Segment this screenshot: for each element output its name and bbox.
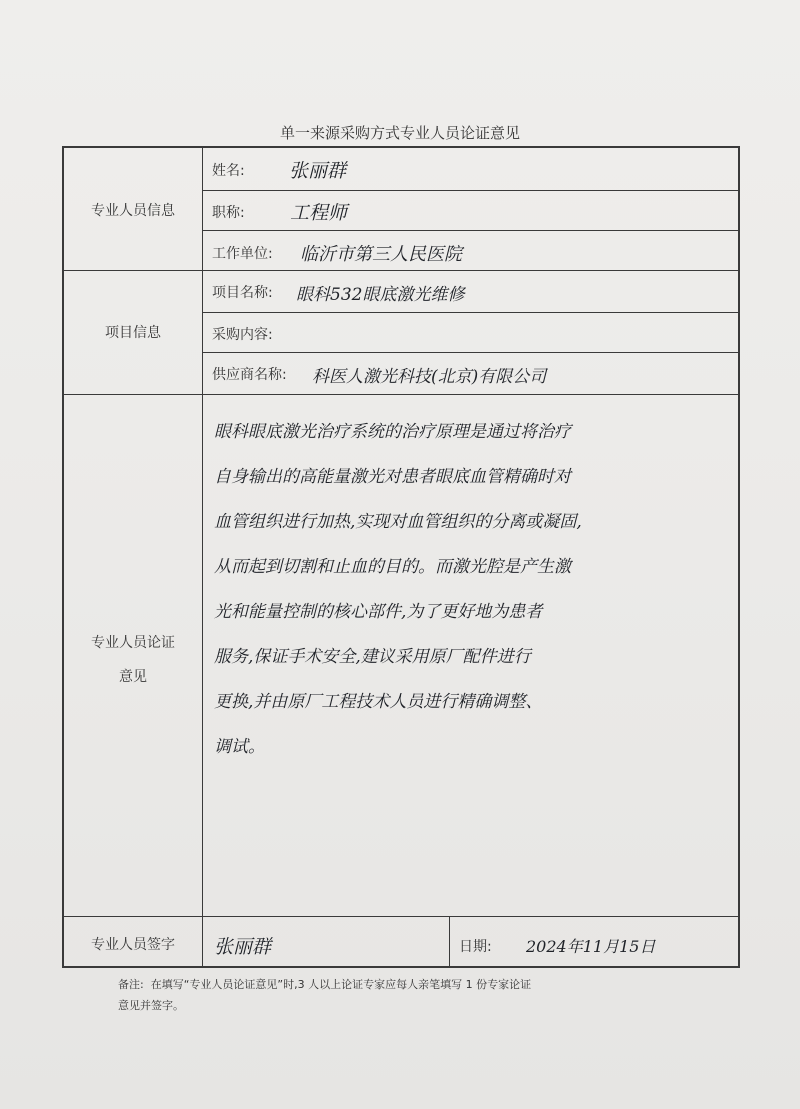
project-value: 眼科532眼底激光维修	[296, 285, 465, 305]
form-table	[62, 146, 740, 968]
name-value: 张丽群	[289, 160, 347, 182]
signature-value: 张丽群	[214, 936, 272, 958]
category-personal-info: 专业人员信息	[91, 203, 175, 219]
document-title: 单一来源采购方式专业人员论证意见	[279, 124, 520, 142]
opinion-line: 光和能量控制的核心部件,为了更好地为患者	[214, 602, 543, 622]
unit-value: 临沂市第三人民医院	[300, 244, 462, 265]
title-value: 工程师	[290, 202, 348, 224]
date-value: 2024年11月15日	[526, 937, 656, 956]
note-line1: 在填写“专业人员论证意见”时,3 人以上论证专家应每人亲笔填写 1 份专家论证	[150, 978, 532, 991]
supplier-value: 科医人激光科技(北京)有限公司	[312, 367, 547, 387]
supplier-label: 供应商名称:	[212, 367, 287, 383]
name-label: 姓名:	[212, 163, 245, 179]
category-opinion-line2: 意见	[119, 669, 147, 685]
project-label: 项目名称:	[212, 285, 273, 301]
category-project-info: 项目信息	[105, 325, 161, 341]
opinion-line: 服务,保证手术安全,建议采用原厂配件进行	[214, 647, 531, 667]
opinion-line: 更换,并由原厂工程技术人员进行精确调整、	[214, 692, 543, 712]
category-opinion-line1: 专业人员论证	[91, 635, 175, 651]
footnote	[118, 974, 698, 1016]
opinion-text	[214, 410, 744, 770]
date-label: 日期:	[459, 939, 492, 955]
purchase-label: 采购内容:	[212, 327, 273, 343]
opinion-line: 血管组织进行加热,实现对血管组织的分离或凝固,	[214, 512, 582, 532]
category-opinion	[64, 626, 202, 694]
note-line2: 意见并签字。	[118, 999, 184, 1012]
unit-label: 工作单位:	[212, 246, 273, 262]
opinion-line: 从而起到切割和止血的目的。而激光腔是产生激	[214, 557, 571, 577]
opinion-line: 调试。	[214, 737, 265, 757]
note-label: 备注:	[118, 978, 144, 991]
title-label: 职称:	[212, 205, 245, 221]
opinion-line: 眼科眼底激光治疗系统的治疗原理是通过将治疗	[214, 422, 571, 442]
opinion-line: 自身输出的高能量激光对患者眼底血管精确时对	[214, 467, 571, 487]
category-signature: 专业人员签字	[91, 937, 175, 953]
